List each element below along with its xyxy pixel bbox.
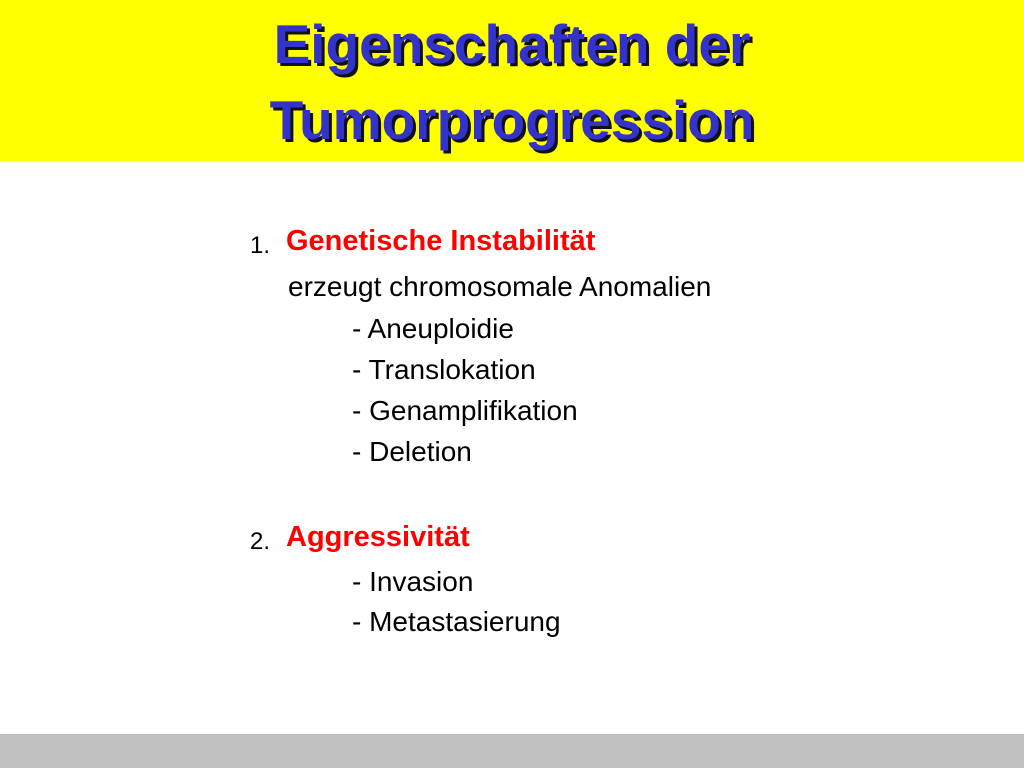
- item-1-number: 1.: [250, 232, 271, 259]
- item-2-number: 2.: [250, 528, 271, 555]
- footer-bar: [0, 734, 1024, 768]
- item-2-subitem-metastasierung: - Metastasierung: [352, 606, 561, 637]
- item-1-subitem-translokation: - Translokation: [352, 354, 536, 385]
- item-1-heading: Genetische Instabilität: [286, 225, 596, 257]
- item-1-subitem-genamplifikation: - Genamplifikation: [352, 395, 578, 426]
- item-2-subitem-invasion: - Invasion: [352, 566, 474, 597]
- item-1-description: erzeugt chromosomale Anomalien: [288, 271, 712, 302]
- item-1-subitem-deletion: - Deletion: [352, 436, 472, 467]
- slide-title-line-2: Tumorprogression: [269, 89, 755, 151]
- item-2-heading: Aggressivität: [286, 521, 470, 553]
- slide-title-line-1: Eigenschaften der: [273, 13, 751, 75]
- item-1-subitem-aneuploidie: - Aneuploidie: [352, 313, 514, 344]
